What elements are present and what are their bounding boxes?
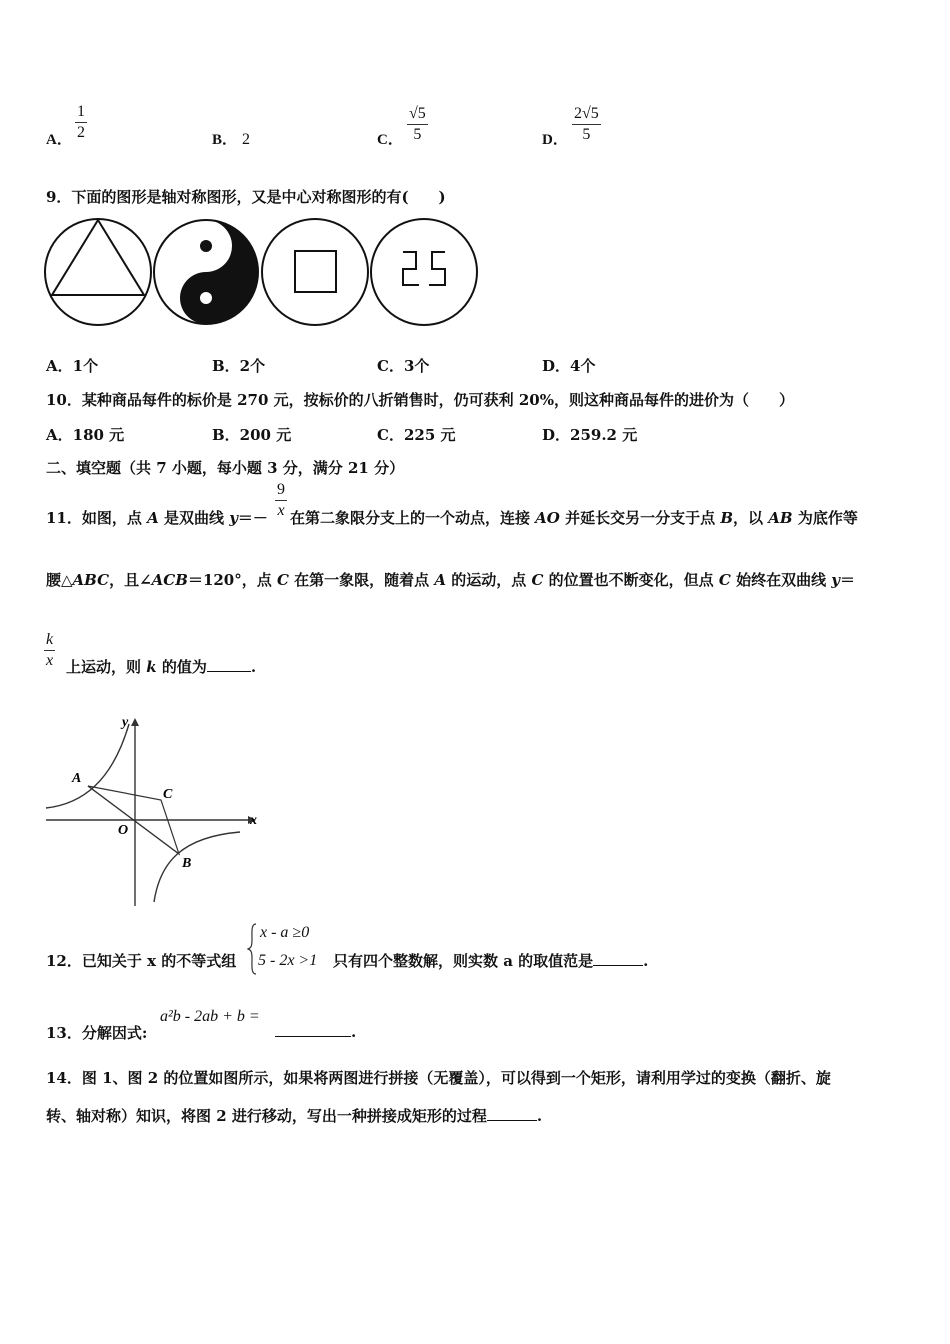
q10-option-c: C．225 元: [377, 426, 456, 444]
option-d-label: D．: [542, 132, 568, 148]
q11-l2-b: ，且∠: [109, 571, 152, 589]
q9-option-d: D．4个: [542, 357, 596, 375]
q11-l2-g: 始终在双曲线: [730, 571, 832, 589]
q13-end: .: [351, 1023, 357, 1041]
q11-l3-a: 上运动，则: [66, 658, 147, 676]
q14-line-2: 转、轴对称）知识，将图 2 进行移动，写出一种拼接成矩形的过程: [46, 1107, 487, 1125]
q12-inequality-1: x - a ≥0: [260, 924, 310, 941]
origin-label: O: [118, 823, 129, 838]
q11-frac-num: 9: [275, 480, 287, 501]
q11-pc: C: [276, 571, 289, 589]
question-11-graph: [42, 712, 264, 908]
q13-answer-blank: [275, 1022, 351, 1037]
q11-rest4: 为底作等: [792, 509, 858, 527]
q11-rest: 在第二象限分支上的一个动点，连接: [289, 509, 536, 527]
q11-l2-e: 的运动，点: [446, 571, 532, 589]
q11-k-num: k: [44, 630, 55, 651]
option-b-value: 2: [242, 131, 250, 148]
q11-pa2: A: [434, 571, 447, 589]
option-d-numerator: 2√5: [572, 104, 601, 125]
option-c-label: C．: [377, 132, 403, 148]
option-a-fraction: [75, 102, 87, 143]
q12-end: .: [643, 952, 649, 970]
q11-mid1: 是双曲线: [158, 509, 230, 527]
option-b-label: B．: [212, 132, 238, 148]
q9-option-c: C．3个: [377, 357, 430, 375]
q10-option-b: B．200 元: [212, 426, 292, 444]
q11-eq2: ＝: [840, 571, 856, 589]
q14-line-2-wrap: [46, 1105, 542, 1126]
option-c-numerator: √5: [407, 104, 428, 125]
q10-option-a: A．180 元: [46, 426, 125, 444]
option-c-denominator: 5: [413, 126, 422, 143]
circle-pattern-figure: [371, 219, 477, 325]
q11-l2-d: 在第一象限，随着点: [288, 571, 435, 589]
y-axis-label: y: [122, 715, 129, 730]
point-a-label: A: [72, 771, 82, 786]
q10-option-d: D．259.2 元: [542, 426, 638, 444]
point-b-label: B: [182, 856, 192, 871]
option-a-label: A．: [46, 132, 72, 148]
q14-answer-blank: [487, 1106, 537, 1121]
question-9-figures: [42, 214, 484, 330]
q11-l2-f: 的位置也不断变化，但点: [543, 571, 719, 589]
q11-fraction-9-over-x: [275, 480, 287, 521]
q13-text: 13．分解因式:: [46, 1024, 148, 1042]
q11-ab: AB: [768, 509, 793, 527]
q11-l3-b: 的值为: [156, 658, 207, 676]
circle-triangle-figure: [45, 219, 151, 325]
q9-option-b: B．2个: [212, 357, 266, 375]
q11-l2-c: ＝120°，点: [187, 571, 277, 589]
option-a-denominator: 2: [77, 124, 85, 141]
q11-l3-end: .: [250, 658, 257, 676]
q11-rest3: ，以: [733, 509, 769, 527]
q11-point-a: A: [147, 509, 159, 527]
q12-inequality-2: 5 - 2x >1: [258, 952, 318, 969]
option-c-fraction: [407, 104, 428, 145]
option-a-numerator: 1: [75, 102, 87, 123]
q11-ao: AO: [535, 509, 560, 527]
question-10-text: 10．某种商品每件的标价是 270 元，按标价的八折销售时，仍可获利 20%，则这种商品每件的进价为（ ）: [46, 391, 794, 409]
yin-yang-figure: [154, 220, 258, 324]
q11-pb: B: [720, 509, 734, 527]
q11-answer-blank: [207, 657, 251, 672]
question-11-line-3: [66, 656, 256, 677]
q11-l2-a: 腰△: [46, 571, 73, 589]
q11-eq-minus: ＝－: [237, 509, 268, 527]
q11-pc3: C: [718, 571, 731, 589]
q11-y2: y: [831, 571, 841, 589]
q14-line-1: 14．图 1、图 2 的位置如图所示，如果将两图进行拼接（无覆盖），可以得到一个矩形，请利用学过的变换（翻折、旋: [46, 1069, 831, 1087]
q11-rest2: 并延长交另一分支于点: [559, 509, 721, 527]
question-9-text: 9．下面的图形是轴对称图形，又是中心对称图形的有( ): [46, 188, 446, 206]
q11-fraction-k-over-x: [44, 630, 55, 671]
option-d-fraction: [572, 104, 601, 145]
q11-k-var: k: [146, 658, 157, 676]
q11-acb: ACB: [151, 571, 188, 589]
question-11-line-2: [46, 569, 855, 590]
q13-expression: a²b - 2ab + b =: [160, 1008, 260, 1025]
q12-text-a: 12．已知关于 x 的不等式组: [46, 952, 237, 970]
q11-prefix: 11．如图，点: [46, 509, 148, 527]
q11-frac-den: x: [277, 502, 285, 519]
q9-option-a: A．1个: [46, 357, 99, 375]
point-c-label: C: [163, 787, 173, 802]
q12-text-b-line: [333, 950, 648, 971]
option-d-denominator: 5: [582, 126, 591, 143]
question-11-line-1: [46, 507, 858, 528]
x-axis-label: x: [250, 813, 257, 828]
q12-text-b: 只有四个整数解，则实数 a 的取值范是: [333, 952, 594, 970]
q11-abc: ABC: [72, 571, 110, 589]
q13-blank-line: [275, 1022, 356, 1041]
section-2-heading: 二、填空题（共 7 小题，每小题 3 分，满分 21 分）: [46, 459, 405, 477]
q12-left-brace: [247, 922, 257, 976]
q12-answer-blank: [593, 951, 643, 966]
q11-pc2: C: [531, 571, 544, 589]
q11-y: y: [229, 509, 238, 527]
circle-square-figure: [262, 219, 368, 325]
q14-end: .: [536, 1107, 543, 1125]
q11-k-den: x: [46, 652, 54, 669]
